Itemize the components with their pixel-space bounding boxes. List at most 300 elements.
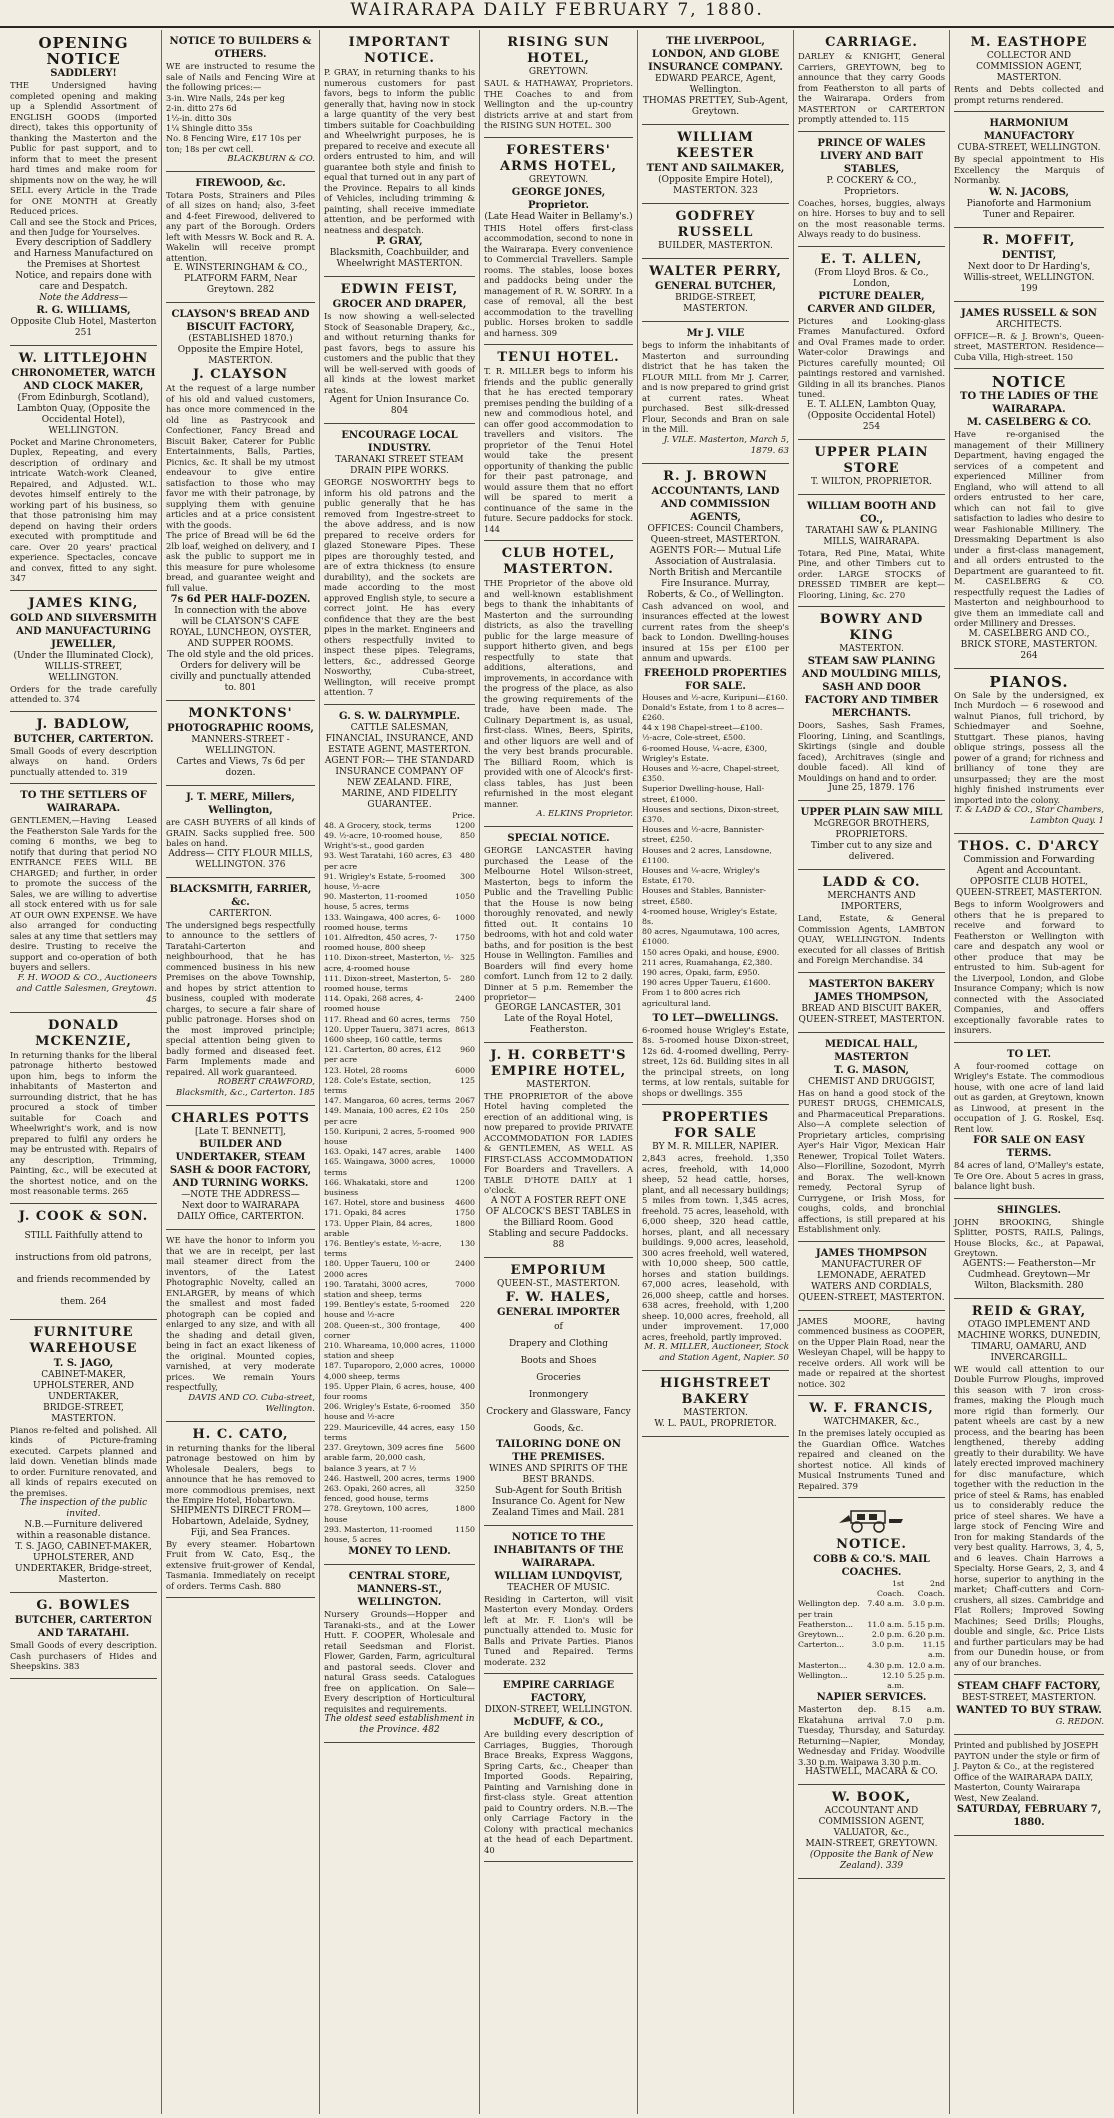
ad-title: TENUI HOTEL. <box>497 350 620 365</box>
ad-subtitle: GROCER AND DRAPER, <box>332 299 467 310</box>
ad-title: GODFREY RUSSELL <box>675 209 756 240</box>
freehold-item: 6-roomed House, ¼-acre, £300, Wrigley's Estate. <box>642 743 768 763</box>
ad-signature: R. G. WILLIAMS, <box>36 304 131 316</box>
ad-title: R. MOFFIT, <box>982 232 1076 248</box>
property-desc: 101. Alfredton, 450 acres, 7-roomed house, 800 sheep <box>324 932 438 953</box>
ad-subtitle: PHOTOGRAPHIC ROOMS, <box>167 723 314 735</box>
property-desc: 48. A Grocery, stock, terms <box>324 820 432 830</box>
ad-body: In the premises lately occupied as the Guardian Office. Watches repaired and cleaned on the shortest notice. All kinds of Musical Instruments Tuned and Repaired. 379 <box>798 1428 945 1491</box>
ad-address: CUBA-STREET, WELLINGTON. <box>957 143 1101 153</box>
ad-note: N.B.—Furniture delivered within a reasonable distance. <box>16 1520 151 1541</box>
property-row <box>324 1096 475 1106</box>
ad-title: JAMES RUSSELL & SON <box>961 307 1097 319</box>
property-desc: 171. Opaki, 84 acres <box>324 1208 406 1218</box>
property-row <box>324 1525 475 1545</box>
ad-carriage-factory <box>484 1674 633 1862</box>
ad-furniture <box>10 1320 157 1594</box>
ad-subtitle: BUTCHER, CARTERTON AND TARATAHI. <box>14 1615 153 1639</box>
timetable-cell <box>798 1579 863 1599</box>
imprint <box>954 1735 1104 1836</box>
ad-title: G. BOWLES <box>36 1598 131 1613</box>
property-desc: 149. Manaia, 100 acres, £2 10s per acre <box>324 1106 449 1126</box>
ad-body: 2,843 acres, freehold. 1,350 acres, freehold, with 14,000 sheep, 52 head cattle, horses, plant, and all necessary buildings; 5 miles from town. 1,345 acres, freehold. 75 acres, leasehold, with 6,000 sheep, 320 head cattle, horses, plant, and all necessary buildings. 9,000 acres, leasehold, 300 acres freehold, well watered, with 10,000 sheep, 500 cattle, horses and station buildings. 67,000 acres, leasehold, with 26,000 sheep, cattle and horses. 638 acres, freehold, with 1,200 sheep. 10,000 acres, freehold, all under improvement. 17,000 acres, freehold, partly improved. <box>642 1153 789 1342</box>
ad-body: A four-roomed cottage on Wrigley's Estate. The commodious house, with one acre of land laid out as garden, at Greytown, known as Linwood, at present in the occupation of J. G. Roskel, Esq. Rent low. <box>954 1060 1104 1134</box>
property-price: 7000 <box>455 1279 475 1289</box>
property-row <box>324 851 475 871</box>
property-desc: 210. Whareama, 10,000 acres, station and sheep <box>324 1341 446 1361</box>
property-row <box>324 1157 475 1177</box>
ad-title: CHARLES POTTS <box>171 1111 310 1127</box>
ad-title: FURNITURE WAREHOUSE <box>29 1324 138 1356</box>
property-desc: 176. Bentley's estate, ½-acre, terms <box>324 1239 442 1259</box>
ad-body: GEORGE NOSWORTHY begs to inform his old patrons and the public generally that he has removed from Ingestre-street to the above address, and is now prepared to receive orders for glazed Stoneware Pipes. These pipes are thoroughly tested, and are of extra thickness (to ensure durability), and the sockets are made according to the most approved English style, to secure a correct joint. He has every confidence that they are the best pipes in the market. Engineers and others respectfully invited to inspect these pipes. Telegrams, letters, &c., addressed George Nosworthy, Cuba-street, Wellington, will receive prompt attention. 7 <box>324 477 475 697</box>
ad-signature: A. ELKINS Proprietor. <box>536 809 633 819</box>
property-desc: 110. Dixon-street, Masterton, ½-acre, 4-roomed house <box>324 953 454 973</box>
ad-body: P. GRAY, in returning thanks to his numerous customers for past favors, begs to inform the public generally that, having now in stock a large quantity of the very best timbers suitable for Coachbuilding and Wheelwright purposes, he is prepared to receive and execute all orders entrusted to him, and will guarantee both style and finish to equal that turned out in any part of the Province. Repairs to all kinds of Vehicles, including trimming & painting, shall receive immediate attention, and be performed with neatness and despatch. <box>324 67 475 235</box>
ad-builders <box>166 30 315 172</box>
ad-chaff-factory <box>954 1675 1104 1735</box>
property-price: 960 <box>460 1045 475 1055</box>
ad-address: OPPOSITE CLUB HOTEL, QUEEN-STREET, MASTERTON. <box>955 877 1103 898</box>
property-price: 5600 <box>455 1443 475 1453</box>
ad-tenui <box>484 345 633 541</box>
ad-subtitle: OTAGO IMPLEMENT AND MACHINE WORKS, DUNEDIN, TIMARU, OAMARU, AND INVERCARGILL. <box>957 1319 1101 1363</box>
ad-address: Lambton Quay, (Opposite the Occidental Hotel), WELLINGTON. <box>16 403 151 436</box>
ad-firewood <box>166 172 315 304</box>
ad-shingles <box>954 1199 1104 1299</box>
timetable-cell: 11.15 a.m. <box>922 1640 945 1660</box>
column-3 <box>320 30 480 2114</box>
ad-title: H. C. CATO, <box>192 1426 289 1442</box>
property-price: 1150 <box>455 1524 475 1534</box>
ad-title: FORESTERS' ARMS HOTEL, <box>499 142 618 174</box>
price-header: Price. <box>452 810 475 820</box>
column-5 <box>638 30 794 2114</box>
timetable-cell: 2.0 p.m. <box>871 1630 905 1640</box>
ad-body: Small Goods of every description. Cash purchasers of Hides and Sheepskins. 383 <box>10 1640 157 1671</box>
goods-item: of <box>554 1321 563 1332</box>
ad-title: W. LITTLEJOHN <box>18 350 149 366</box>
ad-body: Nursery Grounds—Hopper and Taranaki-sts., and at the Lower Hutt. F. COOPER, Wholesale and retail Seedsman and Florist. Flower, Garden, Farm, agricultural and pastoral seeds. Clover and natural Grass seeds. Catalogues free on application. On Sale—Every description of Horticultural requisites and requirements. <box>324 1609 475 1714</box>
timetable-cell: Carterton... <box>798 1640 845 1650</box>
timetable-cell: 5.25 p.m. <box>907 1670 945 1680</box>
ad-body: Land, Estate, & General Commission Agents, LAMBTON QUAY, WELLINGTON. Indents executed for all classes of British and Foreign Merchandise. 34 <box>798 913 945 965</box>
ad-body: Timber cut to any size and delivered. <box>810 841 933 862</box>
ad-address: Next door to WAIRARAPA DAILY Office, CARTERTON. <box>177 1201 304 1223</box>
ad-body: Totara Posts, Strainers and Piles of all sizes on hand; also, 3-feet and 4-feet Firewood, delivered to any part of the Borough. Orders left with Messrs W. Bock and R. A. Wakelin will receive prompt attention. <box>166 189 315 263</box>
freehold-item: 44 x 198 Chapel-street—£100. <box>642 723 763 733</box>
property-price: 250 <box>460 1106 475 1116</box>
ad-title: W. BOOK, <box>831 1790 912 1806</box>
imprint-body: Printed and published by JOSEPH PAYTON under the style or firm of J. Payton & Co., at the registered Office of the WAIRARAPA DAILY, Masterton, County Wairarapa West, New Zealand. <box>954 1740 1100 1803</box>
napier-title: NAPIER SERVICES. <box>816 1692 927 1704</box>
ad-note: (Opposite the Bank of New Zealand). 339 <box>809 1850 934 1872</box>
ad-signature: G. REDON. <box>1055 1717 1104 1727</box>
ad-body: WE are instructed to resume the sale of Nails and Fencing Wire at the following prices:— <box>166 61 315 92</box>
ad-signature: GEORGE LANCASTER, 301 Late of the Royal Hotel, Featherston. <box>495 1002 622 1035</box>
ad-name: J. CLAYSON <box>193 367 288 383</box>
ad-established: (ESTABLISHED 1870.) <box>188 334 293 345</box>
property-desc: 111. Dixon-street, Masterton, 5-roomed house, terms <box>324 973 452 993</box>
ad-title: EMPIRE CARRIAGE FACTORY, <box>502 1680 615 1704</box>
ad-notice-title: NOTICE. <box>836 1537 907 1552</box>
ad-subtitle: MANUFACTURER OF LEMONADE, AERATED WATERS AND CORDIALS, <box>811 1259 932 1292</box>
timetable-cell: 4.30 p.m. <box>866 1660 905 1670</box>
ad-title: EDWIN FEIST, <box>340 282 459 297</box>
ad-empire-hotel <box>484 1043 633 1258</box>
ad-body: By every steamer. Hobartown Fruit from W. Cato, Esq., the extensive fruit-grower of Kendal, Tasmania. Immediately on receipt of orders. Terms Cash. 880 <box>166 1538 315 1591</box>
ad-from: (From Lloyd Bros. & Co., London, <box>814 267 929 289</box>
ad-subtitle: TARATAHI SAW & PLANING MILLS, WAIRARAPA. <box>805 525 938 547</box>
property-price: 1800 <box>455 1504 475 1514</box>
ad-body: Is now showing a well-selected Stock of Seasonable Drapery, &c., and without returning thanks for past favors, begs to assure his customers and the public that they will be well-served with goods of all kinds at the lowest market rates. <box>324 311 475 395</box>
column-6 <box>794 30 950 2114</box>
to-let-body: 6-roomed house Wrigley's Estate, 8s. 5-roomed house Dixon-street, 12s 6d. 4-roomed dwelling, Perry-street, 12s 6d. Building sites in all the principal streets, on long terms, at low rentals, suitable for shops or dwellings. 355 <box>642 1024 789 1098</box>
freehold-item: 190 acres Upper Taueru, £1600. <box>642 978 771 988</box>
timetable-cell: Featherston... <box>798 1619 854 1629</box>
ad-note: The inspection of the public invited. <box>19 1498 148 1519</box>
property-row <box>324 1259 475 1279</box>
ad-foresters <box>484 138 633 346</box>
ad-body: in returning thanks for the liberal patronage bestowed on him by Wholesale Dealers, begs to announce that he has removed to more commodious premises, next the Empire Hotel, Hobartown. <box>166 1442 315 1506</box>
ad-ladies-notice <box>954 369 1104 669</box>
property-desc: 187. Tuparoporo, 2,000 acres, 4,000 sheep, terms <box>324 1361 444 1381</box>
ad-note: The oldest seed establishment in the Province. 482 <box>324 1714 475 1736</box>
property-desc: 91. Wrigley's Estate, 5-roomed house, ½-acre <box>324 871 446 891</box>
ad-emporium <box>484 1258 633 1526</box>
ad-from: (From Edinburgh, Scotland), <box>17 392 150 403</box>
ad-tailoring: TAILORING DONE ON THE PREMISES. <box>496 1438 621 1463</box>
ad-place: GREYTOWN. <box>528 67 589 77</box>
property-price: 1750 <box>455 1208 475 1218</box>
ad-body: THE Undersigned having completed opening and making up a Splendid Assortment of ENGLISH GOODS (imported direct), takes this opportunity of thanking the Masterton and the Public for past support, and to inform that to meet the present hard times and make room for shipments now on the way, he will SELL every Article in the Trade for ONE MONTH at Greatly Reduced prices. <box>10 80 157 216</box>
ad-signature: P. GRAY, <box>376 236 423 247</box>
property-row <box>324 1423 475 1443</box>
ad-subtitle: BUILDER, MASTERTON. <box>658 241 773 251</box>
ad-title: HARMONIUM MANUFACTORY <box>983 118 1075 142</box>
freehold-item: Houses and ½-acre, Bannister-street, £250. <box>642 825 765 845</box>
ad-place: QUEEN-ST., MASTERTON. <box>496 1278 621 1289</box>
property-row <box>324 1239 475 1259</box>
ad-title: LADD & CO. <box>822 875 921 890</box>
freehold-item: From 1 to 800 acres rich agricultural land. <box>642 988 741 1008</box>
property-price: 220 <box>460 1300 475 1310</box>
ad-name: T. G. MASON, <box>833 1064 909 1076</box>
ad-title: Mr J. VILE <box>686 328 745 339</box>
timetable-cell: Greytown... <box>798 1630 844 1640</box>
ad-francis <box>798 1396 945 1498</box>
ad-body: OFFICE—R. & J. Brown's, Queen-street, MASTERTON. Residence—Cuba Villa, High-street. 150 <box>954 330 1104 362</box>
timetable-cell: 12.0 a.m. <box>908 1660 945 1670</box>
ad-title: CENTRAL STORE, MANNERS-ST., WELLINGTON. <box>348 1571 451 1609</box>
ad-signature: E. WINSTERINGHAM & CO., PLATFORM FARM, Near Greytown. 282 <box>173 263 308 296</box>
ad-body: T. R. MILLER begs to inform his friends and the public generally that he has erected temporary premises pending the building of a new and commodious hotel, and can offer good accommodation to travellers and visitors. The proprietor of the Tenui Hotel would take the present opportunity of thanking the public for their past patronage, and would assure them that no effort will be spared to merit a continuance of the same in the future. Secure paddocks for stock. 144 <box>484 366 633 534</box>
ad-title: PIANOS. <box>989 672 1069 691</box>
property-desc: 166. Whakataki, store and business <box>324 1177 429 1198</box>
ad-title: PRINCE OF WALES LIVERY AND BAIT STABLES, <box>817 137 926 175</box>
ad-title: TO THE SETTLERS OF WAIRARAPA. <box>20 790 147 814</box>
ad-subtitle: MERCHANTS AND IMPORTERS, <box>827 891 916 912</box>
ad-local-industry <box>324 424 475 705</box>
timetable-cell: 12.10 a.m. <box>881 1670 905 1691</box>
ad-bowles <box>10 1593 157 1679</box>
property-price: 900 <box>460 1126 475 1136</box>
price-item: 3-in. Wire Nails, 24s per keg <box>166 92 285 103</box>
goods-item: Groceries <box>536 1372 581 1383</box>
property-desc: 121. Carterton, 80 acres, £12 per acre <box>324 1045 442 1065</box>
property-desc: 237. Greytown, 309 acres fine arable farm, 20,000 cash, balance 3 years, at 7 ½ <box>324 1443 444 1473</box>
price-item: 1¼ Shingle ditto 35s <box>166 123 253 134</box>
ad-body: Next door to Dr Harding's, Willis-street, WELLINGTON. 199 <box>963 261 1095 294</box>
property-desc: 167. Hotel, store and business <box>324 1198 445 1208</box>
ad-title: CLAYSON'S BREAD AND BISCUIT FACTORY, <box>171 309 310 334</box>
property-price: 2067 <box>455 1096 475 1106</box>
ad-title: J. COOK & SON. <box>18 1208 149 1224</box>
ad-mere <box>166 786 315 878</box>
price-item: No. 8 Fencing Wire, £17 10s per ton; 18s per cwt cell. <box>166 133 301 154</box>
ad-address: (Opposite Empire Hotel), MASTERTON. 323 <box>658 175 773 196</box>
ad-keester <box>642 125 789 204</box>
ad-mckenzie <box>10 1013 157 1204</box>
property-row <box>324 1198 475 1208</box>
property-row <box>324 831 475 851</box>
price-item: 1½-in. ditto 30s <box>166 112 232 123</box>
ad-body: Doors, Sashes, Sash Frames, Flooring, Lining, and Scantlings, Skirtings (single and double faced), Architraves (single and double faced). All kind of Mouldings on hand and to order. <box>798 720 945 783</box>
ad-name: GEORGE JONES, Proprietor. <box>511 186 606 211</box>
ad-address: Opposite the Empire Hotel, MASTERTON. <box>177 345 304 367</box>
ad-title: CLUB HOTEL, MASTERTON. <box>501 546 616 577</box>
ad-allen <box>798 247 945 440</box>
ad-title: J. H. CORBETT'S EMPIRE HOTEL, <box>490 1047 627 1079</box>
property-desc: 195. Upper Plain, 6 acres, house, four rooms <box>324 1381 456 1402</box>
ad-subtitle: TO THE LADIES OF THE WAIRARAPA. <box>960 391 1098 415</box>
property-desc: 49. ½-acre, 10-roomed house, Wright's-st., good garden <box>324 830 443 851</box>
property-row <box>324 1045 475 1065</box>
timetable-cell: 1st Coach. <box>876 1579 905 1599</box>
ad-title: SHINGLES. <box>996 1204 1062 1216</box>
ad-body: Cash advanced on wool, and insurances effected at the lowest current rates from the sheep's back to London. Dwelling-houses insured at 15s per £100 per annum and upwards. <box>642 600 789 663</box>
property-price: 325 <box>460 953 475 963</box>
property-desc: 93. West Taratahi, 160 acres, £3 per acre <box>324 851 452 871</box>
timetable-row <box>798 1620 945 1630</box>
ad-subtitle: Pianoforte and Harmonium Tuner and Repairer. <box>966 198 1092 220</box>
ad-title: W. F. FRANCIS, <box>809 1401 934 1416</box>
ad-body: Coaches, horses, buggies, always on hire. Horses to buy and to sell on the most reasonable terms. Always ready to do business. <box>798 197 945 239</box>
ad-body: Pianos re-felted and polished. All kinds of Picture-framing executed. Carpets planned and laid down. Venetian blinds made to order. Furniture renovated, and all kinds of repairs executed on the premises. <box>10 1424 157 1498</box>
ad-address: BEST-STREET, MASTERTON. <box>961 1693 1097 1703</box>
ad-body: Every description of Saddlery and Harness Manufactured on the Premises at Shortest Notice, and repairs done with care and Despatch. <box>13 237 154 292</box>
ad-reid-gray <box>954 1299 1104 1676</box>
property-row <box>324 1484 475 1504</box>
for-sale-title: FOR SALE ON EASY TERMS. <box>973 1135 1085 1159</box>
ad-shipments: SHIPMENTS DIRECT FROM— Hobartown, Adelaide, Sydney, Fiji, and Sea Frances. <box>170 1505 311 1538</box>
ad-title: MASTERTON BAKERY <box>808 978 935 990</box>
timetable-cell: 5.15 p.m. <box>907 1619 945 1629</box>
property-row <box>324 1127 475 1147</box>
property-row <box>324 1341 475 1361</box>
ad-title: JAMES KING, <box>28 595 139 611</box>
property-row <box>324 1443 475 1474</box>
freehold-item: Houses and 2 acres, Lansdowne, £1100. <box>642 845 772 865</box>
ad-body: THIS Hotel offers first-class accommodation, second to none in the Wairarapa. Every convenience to Commercial Travellers. Sample rooms. The stables, loose boxes and paddocks being under the management of R. W. SORRY. In a case of removal, all the best accommodation to the travelling public. Horses broken to saddle and harness. 309 <box>484 222 633 338</box>
property-desc: 90. Masterton, 11-roomed house, 5 acres, terms <box>324 892 428 912</box>
ad-james-king <box>10 591 157 712</box>
ad-subtitle: COLLECTOR AND COMMISSION AGENT, MASTERTON. <box>976 51 1082 83</box>
ad-davis <box>166 1230 315 1422</box>
ad-body: GENTLEMEN,—Having Leased the Featherston Sale Yards for the coming 6 months, we beg to notify that during that period NO ENTRANCE FEES WILL BE CHARGED; and further, in order to promote the success of the Sales, we are willing to advertise all stock entered with us for sale AT OUR OWN EXPENSE. We have also arranged for conducting sales at any time that settlers may desire. Trusting to receive the support and co-operation of both buyers and sellers. <box>10 815 157 972</box>
property-price: 3250 <box>455 1483 475 1493</box>
ad-subtitle: BREAD AND BISCUIT BAKER, <box>801 1003 942 1014</box>
ad-potts <box>166 1106 315 1230</box>
property-price: 400 <box>460 1320 475 1330</box>
property-price: 130 <box>460 1239 475 1249</box>
timetable-cell: Wellington dep. per train <box>798 1599 860 1619</box>
ad-place: MASTERTON. <box>839 644 904 654</box>
goods-item: Drapery and Clothing <box>508 1338 609 1349</box>
ad-prince-of-wales <box>798 132 945 247</box>
ad-body: Have re-organised the management of their Millinery Department, having engaged the services of a competent and experienced Milliner from England, who will attend to all orders entrusted to her care, which can not fail to give satisfaction to ladies who desire to wear Fashionable Millinery. The Dressmaking Department is also under a first-class management, and all orders entrusted to the Department are guaranteed to fit. M. CASELBERG & CO. respectfully request the Ladies of Masterton and neighbourhood to give them an immediate call and order Millinery and Dresses. <box>954 429 1104 628</box>
ad-signature: DAVIS AND CO. Cuba-street, Wellington. <box>188 1392 315 1414</box>
ad-body: Begs to inform Woolgrowers and others that he is prepared to receive and forward to Featherston or Wellington with care and despatch any wool or other produce that may be entrusted to him. Sub-agent for the Liverpool, London, and Globe Insurance Company; which is now connected with the Associated Companies, and offers exceptionally favorable rates to insurers. <box>954 899 1104 1035</box>
ad-agent: Sub-Agent for South British Insurance Co. Agent for New Zealand Times and Mail. 281 <box>491 1485 625 1518</box>
ad-brown <box>642 464 789 1106</box>
ad-title: FIREWOOD, &c. <box>195 177 286 189</box>
property-desc: 180. Upper Taueru, 100 or 2000 acres <box>324 1259 430 1279</box>
ad-signature: T. & LADD & CO., Star Chambers, Lambton Quay. 1 <box>955 805 1104 826</box>
property-price: 280 <box>460 973 475 983</box>
freehold-item: 4-roomed house, Wrigley's Estate, 8s. <box>642 906 778 926</box>
ad-signature: J. VILE. Masterton, March 5, 1879. 63 <box>663 434 789 456</box>
property-row <box>324 1208 475 1218</box>
ad-signature: HASTWELL, MACARA & CO. <box>805 1767 938 1778</box>
property-row <box>324 821 475 831</box>
property-row <box>324 1178 475 1198</box>
ad-subtitle: GENERAL BUTCHER, <box>655 281 776 292</box>
ad-title: M. EASTHOPE <box>970 35 1088 50</box>
ad-thompson-cordials <box>798 1242 945 1311</box>
ad-saw-mill <box>798 801 945 870</box>
property-row <box>324 933 475 953</box>
coach-icon <box>798 1507 945 1533</box>
ad-note: Note the Address— <box>39 292 128 303</box>
ad-title: WALTER PERRY, <box>649 264 782 279</box>
ad-wines: WINES AND SPIRITS OF THE BEST BRANDS. <box>489 1463 628 1485</box>
ad-body: Residing in Carterton, will visit Masterton every Monday. Orders left at Mr. F. Lion's will be punctually attended to. Music for Balls and Private Parties. Pianos Tuned and Repaired. Terms moderate. 232 <box>484 1593 633 1667</box>
ad-subtitle: P. COCKERY & CO., Proprietors. <box>826 175 917 197</box>
property-price: 1750 <box>455 932 475 942</box>
timetable-cell: Masterton... <box>798 1660 847 1670</box>
column-7 <box>950 30 1108 2114</box>
freehold-item: Houses and Stables, Bannister-street, £580. <box>642 886 766 906</box>
timetable-row <box>798 1599 945 1619</box>
ad-body: In returning thanks for the liberal patronage hitherto bestowed upon him, begs to inform the inhabitants of Masterton and surrounding district, that he has procured a stock of timber suitable for Coach and Wheelwright's work, and is now prepared to fulfil any orders he may be entrusted with. Repairs of any description, Trimming, Painting, &c., will be executed at the shortest notice, and on the most reasonable terms. 265 <box>10 1049 157 1196</box>
ad-title: REID & GRAY, <box>971 1303 1087 1319</box>
property-price: 125 <box>460 1075 475 1085</box>
freehold-item: Superior Dwelling-house, Hall-street, £1000. <box>642 784 765 804</box>
property-price: 1200 <box>455 1177 475 1187</box>
ad-title: COBB & CO.'S. MAIL COACHES. <box>813 1554 930 1578</box>
timetable-row <box>798 1579 945 1599</box>
ad-body: Small Goods of every description always on hand. Orders punctually attended to. 319 <box>10 745 157 777</box>
freehold-list <box>642 693 789 1009</box>
ad-address: BRIDGE-STREET, MASTERTON. <box>43 1402 124 1424</box>
ad-title: NOTICE TO THE INHABITANTS OF THE WAIRARAPA. <box>493 1531 624 1569</box>
property-list <box>324 811 475 1546</box>
ad-subtitle: CATTLE SALESMAN, FINANCIAL, INSURANCE, AND ESTATE AGENT, MASTERTON. <box>325 722 474 755</box>
ad-name: M. CASELBERG & CO. <box>966 417 1092 428</box>
ad-highstreet-bakery <box>642 1371 789 1437</box>
ad-note: The old style and the old prices. Orders for delivery will be civilly and punctually attended to. 801 <box>167 650 314 694</box>
freehold-item: ½-acre, Cole-street, £500. <box>642 733 746 743</box>
ad-body: On Sale by the undersigned, ex Inch Murdoch — 6 rosewood and walnut Pianos, full trichord, by Schiedmayer and Soehne, Stuttgart. These pianos, having oblique strings, possess all the power of a grand; for richness and brilliancy of tone they are unsurpassed; they are the most highly finished instruments ever imported into the colony. <box>954 689 1104 805</box>
ad-cobb-coaches <box>798 1498 945 1785</box>
ad-important-notice <box>324 30 475 277</box>
ad-title: MEDICAL HALL, MASTERTON <box>824 1038 919 1063</box>
ad-title: THOS. C. D'ARCY <box>958 839 1100 854</box>
freehold-item: 211 acres, Ruamahanga, £2,380. <box>642 957 773 967</box>
column-4 <box>480 30 638 2114</box>
ad-wanted: WANTED TO BUY STRAW. <box>956 1705 1102 1716</box>
property-row <box>324 1147 475 1157</box>
property-row <box>324 913 475 933</box>
property-price: 8613 <box>455 1024 475 1034</box>
freehold-title: FREEHOLD PROPERTIES FOR SALE. <box>644 667 787 692</box>
ad-moffit <box>954 228 1104 302</box>
timetable-row <box>798 1640 945 1660</box>
ad-agent: EDWARD PEARCE, Agent, Wellington. <box>655 74 776 95</box>
ad-russell-architects <box>954 302 1104 370</box>
property-row <box>324 1382 475 1402</box>
ad-rising-sun <box>484 30 633 138</box>
ad-body: In connection with the above will be CLAYSON'S CAFE ROYAL, LUNCHEON, OYSTER, AND SUPPER ROOMS. <box>169 606 312 650</box>
ad-name: W. N. JACOBS, <box>988 186 1070 198</box>
ad-easthope <box>954 30 1104 112</box>
property-desc: 173. Upper Plain, 84 acres, arable <box>324 1218 433 1238</box>
ad-title: RISING SUN HOTEL, <box>507 35 610 66</box>
ad-title: PROPERTIES FOR SALE <box>661 1110 770 1142</box>
ad-name: T. S. JAGO, <box>53 1357 114 1369</box>
ad-title: JAMES THOMPSON <box>815 1247 928 1259</box>
ad-body: DARLEY & KNIGHT, General Carriers, GREYTOWN, beg to announce that they carry Goods from Featherston to all parts of the Wairarapa. Orders from MASTERTON or CARTERTON promptly attended to. 115 <box>798 51 945 124</box>
ad-address: Opposite Club Hotel, Masterton 251 <box>10 316 157 338</box>
property-row <box>324 1076 475 1096</box>
property-desc: 117. Rhead and 60 acres, terms <box>324 1014 451 1024</box>
ad-perry <box>642 259 789 322</box>
property-row <box>324 1280 475 1300</box>
ad-monktons <box>166 701 315 786</box>
to-let-title: TO LET—DWELLINGS. <box>652 1012 779 1024</box>
ad-title: R. J. BROWN <box>663 468 768 484</box>
ad-subtitle: ACCOUNTANT AND COMMISSION AGENT, VALUATOR, &c., <box>818 1806 925 1839</box>
property-row <box>324 1066 475 1076</box>
ad-address: MAIN-STREET, GREYTOWN. <box>805 1839 938 1850</box>
ad-address: QUEEN-STREET, MASTERTON. <box>798 1014 945 1025</box>
property-desc: 163. Opaki, 147 acres, arable <box>324 1147 441 1157</box>
ad-signature: BLACKBURN & CO. <box>227 153 315 164</box>
property-price: 1050 <box>455 892 475 902</box>
property-price: 350 <box>460 1402 475 1412</box>
timetable-cell: Wellington... <box>798 1670 848 1680</box>
ad-signature: ROBERT CRAWFORD, Blacksmith, &c., Carterton. 185 <box>175 1077 315 1099</box>
property-desc: 190. Taratahi, 3000 acres, station and sheep, terms <box>324 1279 428 1300</box>
ad-body: WE would call attention to our Double Furrow Ploughs, improved this season with 7 iron cross-frames, making the Plough much more rigid than formerly. Our patent wheels are cast by a new process, and the bearing has been lengthened, thereby adding greatly to their durability. We have lately erected improved machinery for disc manufacture, which together with the reduction in the price of steel & Rams, has enabled us to considerably reduce the price of steel shares. We have a large stock of Fencing Wire and Iron for making Standards of the very best quality. Harrows, 3, 4, 5, and 6 leaves. Chain Harrows a Specialty. Horse Gears, 2, 3, and 4 horse, superior to anything in the market; Chaff-cutters and Corn-crushers, all sizes. Cambridge and Flat Rollers; Improved Sowing Machines; Seed Drills; Ploughs, double and single, &c. Price Lists and further particulars may be had from our Dunedin house, or from any of our branches. <box>954 1363 1104 1668</box>
property-price: 1000 <box>455 912 475 922</box>
ad-subtitle: McGREGOR BROTHERS, PROPRIETORS. <box>813 819 930 840</box>
ad-book <box>798 1785 945 1879</box>
property-price: 1900 <box>455 1473 475 1483</box>
ad-name: F. W. HALES, <box>505 1289 612 1305</box>
ad-title: G. S. W. DALRYMPLE. <box>339 710 460 722</box>
